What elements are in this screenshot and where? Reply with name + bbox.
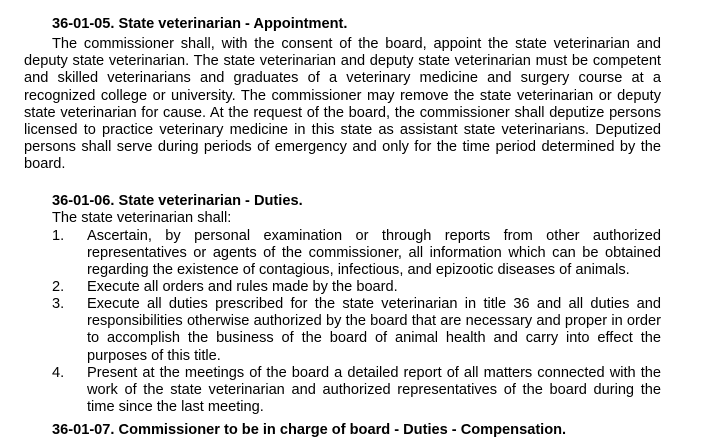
section-heading-appointment: 36-01-05. State veterinarian - Appointment. [52,16,348,32]
duty-item-text: Execute all orders and rules made by the board. [87,279,398,295]
section-body-text: The commissioner shall, with the consent of the board, appoint the state veterinarian and deputy state veterinarian. The state veterinarian and deputy state veterinarian must be competent and skilled veterinarians and graduates of a veterinary medicine and surgery course at a recognized college or university. The commissioner may remove the state veterinarian or deputy state veterinarian for cause. At the request of the board, the commissioner shall deputize persons licensed to practice veterinary medicine in this state as assistant state veterinarians. Deputized persons shall serve during periods of emergency and only for the time period determined by the board. [24,36,661,173]
duties-intro: The state veterinarian shall: [52,210,232,226]
duty-item-number: 4. [52,365,65,381]
duty-item-number: 2. [52,279,65,295]
duty-item-text: Present at the meetings of the board a detailed report of all matters connected with the work of the state veterinarian and authorized representatives of the board during the time since the last meeting. [87,365,661,416]
duty-item-3 [52,296,661,365]
next-section-heading-text: 36-01-07. Commissioner to be in charge of board - Duties - Compensation. [52,422,567,438]
duty-item-2 [52,279,661,296]
duty-item-number: 1. [52,228,65,244]
section-body-appointment [24,36,661,174]
duty-item-text: Execute all duties prescribed for the state veterinarian in title 36 and all duties and responsibilities otherwise authorized by the board that are necessary and proper in order to accomplish the business of the board of animal health and carry into effect the purposes of this title. [87,296,661,364]
duty-item-4 [52,365,661,417]
next-section-heading-cut [52,422,567,439]
section-heading-duties: 36-01-06. State veterinarian - Duties. [52,193,303,209]
duty-item-1 [52,228,661,280]
duty-item-text: Ascertain, by personal examination or through reports from other authorized representatives or agents of the commissioner, all information which can be obtained regarding the existence of contagious, infectious, and epizootic diseases of animals. [87,228,661,279]
duty-item-number: 3. [52,296,65,312]
